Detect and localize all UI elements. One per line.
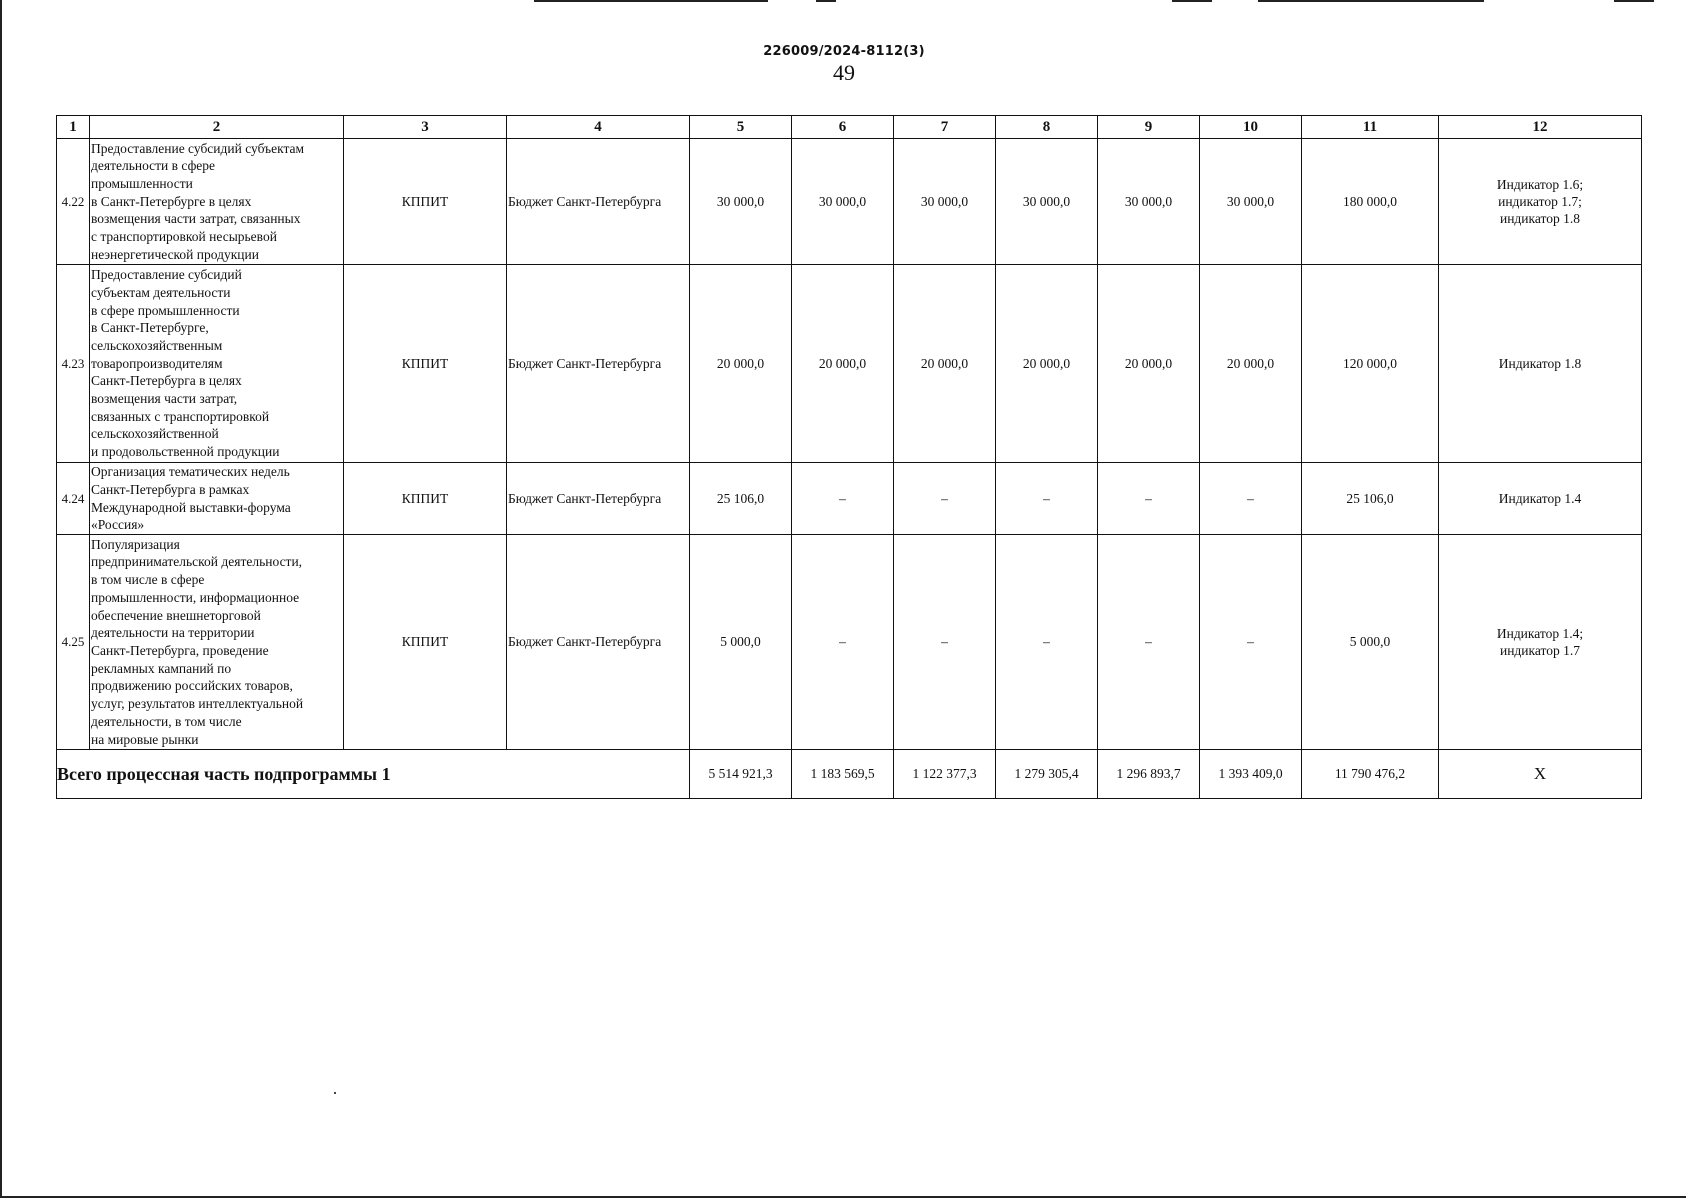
scan-edge-line xyxy=(1614,0,1654,2)
column-header: 12 xyxy=(1439,116,1642,139)
value-cell: – xyxy=(1098,535,1200,750)
total-value-cell: 1 183 569,5 xyxy=(792,750,894,799)
indicator-text: Индикатор 1.6; индикатор 1.7; индикатор 1.8 xyxy=(1496,177,1584,226)
scan-speck xyxy=(334,1092,336,1094)
value-cell: – xyxy=(792,535,894,750)
value-cell: – xyxy=(996,463,1098,535)
value-cell: 30 000,0 xyxy=(1200,139,1302,265)
description-text: Популяризация предпринимательской деятельности, в том числе в сфере промышленности, информационное обеспечение внешнеторговой деятельности на территории Санкт-Петербурга, проведение рекламных кампаний по продвижению российских товаров, услуг, результатов интеллектуальной деятельности, в том числе на мировые рынки xyxy=(91,536,304,747)
column-header: 2 xyxy=(90,116,344,139)
value-cell: – xyxy=(1200,463,1302,535)
executor-cell: КППИТ xyxy=(344,535,507,750)
executor-cell: КППИТ xyxy=(344,463,507,535)
scan-edge-line xyxy=(1172,0,1212,2)
value-cell: 30 000,0 xyxy=(894,139,996,265)
total-value-cell: 1 122 377,3 xyxy=(894,750,996,799)
value-cell: 20 000,0 xyxy=(690,265,792,463)
executor-cell: КППИТ xyxy=(344,139,507,265)
row-number: 4.24 xyxy=(57,463,90,535)
indicator-text: Индикатор 1.4 xyxy=(1498,491,1582,506)
activity-description xyxy=(90,463,344,535)
row-number: 4.22 xyxy=(57,139,90,265)
value-cell: 25 106,0 xyxy=(690,463,792,535)
indicator-cell xyxy=(1439,463,1642,535)
value-cell: 30 000,0 xyxy=(792,139,894,265)
row-number: 4.23 xyxy=(57,265,90,463)
description-text: Предоставление субсидий субъектам деятельности в сфере промышленности в Санкт-Петербурге, сельскохозяйственным товаропроизводителям Санкт-Петербурга в целях возмещения части затрат, связанных с транспортировкой сельскохозяйственной и продовольственной продукции xyxy=(91,267,280,460)
activity-description xyxy=(90,139,344,265)
value-cell: 20 000,0 xyxy=(1098,265,1200,463)
total-cell: 25 106,0 xyxy=(1302,463,1439,535)
total-cell: 5 000,0 xyxy=(1302,535,1439,750)
column-header: 11 xyxy=(1302,116,1439,139)
value-cell: 5 000,0 xyxy=(690,535,792,750)
value-cell: 20 000,0 xyxy=(1200,265,1302,463)
value-cell: – xyxy=(894,463,996,535)
value-cell: 20 000,0 xyxy=(996,265,1098,463)
indicator-cell xyxy=(1439,139,1642,265)
value-cell: 30 000,0 xyxy=(690,139,792,265)
value-cell: – xyxy=(1098,463,1200,535)
column-header: 8 xyxy=(996,116,1098,139)
column-header: 7 xyxy=(894,116,996,139)
table-row xyxy=(57,535,1642,750)
description-text: Предоставление субсидий субъектам деятельности в сфере промышленности в Санкт-Петербурге в целях возмещения части затрат, связанных с транспортировкой несырьевой неэнергетической продукции xyxy=(91,140,305,262)
funding-source-cell: Бюджет Санкт-Петербурга xyxy=(507,535,690,750)
indicator-cell xyxy=(1439,535,1642,750)
page-number: 49 xyxy=(833,60,855,85)
table-row xyxy=(57,463,1642,535)
activity-description xyxy=(90,265,344,463)
program-table xyxy=(56,115,1642,799)
column-header: 1 xyxy=(57,116,90,139)
table-row xyxy=(57,265,1642,463)
funding-source-cell: Бюджет Санкт-Петербурга xyxy=(507,139,690,265)
funding-source-cell: Бюджет Санкт-Петербурга xyxy=(507,463,690,535)
indicator-cell xyxy=(1439,265,1642,463)
table-row xyxy=(57,139,1642,265)
value-cell: 30 000,0 xyxy=(1098,139,1200,265)
value-cell: 20 000,0 xyxy=(894,265,996,463)
value-cell: 30 000,0 xyxy=(996,139,1098,265)
total-value-cell: 1 296 893,7 xyxy=(1098,750,1200,799)
not-applicable-mark: Х xyxy=(1439,750,1642,799)
column-number-row xyxy=(57,116,1642,139)
value-cell: – xyxy=(894,535,996,750)
total-label: Всего процессная часть подпрограммы 1 xyxy=(57,750,690,799)
column-header: 4 xyxy=(507,116,690,139)
column-header: 5 xyxy=(690,116,792,139)
indicator-text: Индикатор 1.8 xyxy=(1498,356,1582,371)
total-row xyxy=(57,750,1642,799)
column-header: 9 xyxy=(1098,116,1200,139)
value-cell: – xyxy=(792,463,894,535)
description-text: Организация тематических недель Санкт-Петербурга в рамках Международной выставки-форума «Россия» xyxy=(91,464,291,533)
indicator-text: Индикатор 1.4; индикатор 1.7 xyxy=(1496,626,1584,658)
value-cell: – xyxy=(1200,535,1302,750)
value-cell: – xyxy=(996,535,1098,750)
executor-cell: КППИТ xyxy=(344,265,507,463)
grand-total-cell: 11 790 476,2 xyxy=(1302,750,1439,799)
activity-description xyxy=(90,535,344,750)
column-header: 10 xyxy=(1200,116,1302,139)
document-id: 226009/2024-8112(3) xyxy=(763,44,925,59)
value-cell: 20 000,0 xyxy=(792,265,894,463)
scan-edge-line xyxy=(816,0,836,2)
total-value-cell: 1 393 409,0 xyxy=(1200,750,1302,799)
total-value-cell: 1 279 305,4 xyxy=(996,750,1098,799)
funding-source-cell: Бюджет Санкт-Петербурга xyxy=(507,265,690,463)
scan-edge-line xyxy=(1258,0,1484,2)
scan-edge-line xyxy=(534,0,768,2)
row-number: 4.25 xyxy=(57,535,90,750)
column-header: 3 xyxy=(344,116,507,139)
total-value-cell: 5 514 921,3 xyxy=(690,750,792,799)
total-cell: 120 000,0 xyxy=(1302,265,1439,463)
total-cell: 180 000,0 xyxy=(1302,139,1439,265)
column-header: 6 xyxy=(792,116,894,139)
